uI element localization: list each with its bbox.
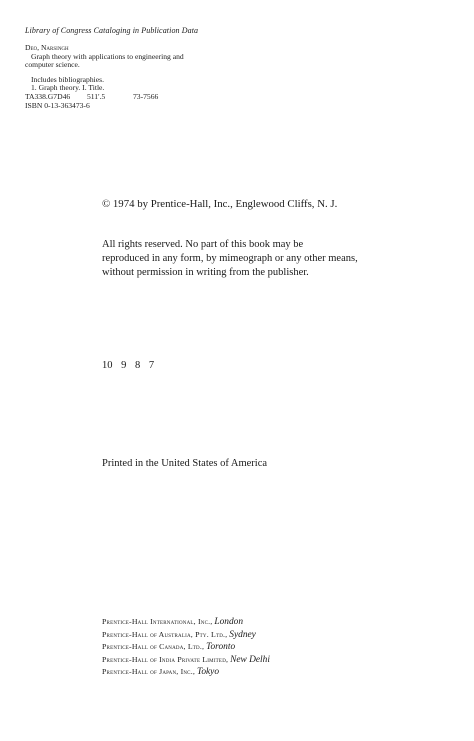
rights-statement <box>102 238 358 281</box>
publisher-line <box>102 641 270 654</box>
cip-dewey: 511'.5 <box>87 91 106 101</box>
cip-lccn: 73-7566 <box>133 91 159 101</box>
publisher-list <box>102 616 270 679</box>
publisher-city: New Delhi <box>230 654 270 665</box>
copyright-notice: © 1974 by Prentice-Hall, Inc., Englewood Cliffs, N. J. <box>102 198 338 210</box>
printing-line: 10 9 8 7 <box>102 360 155 371</box>
rights-line: without permission in writing from the publisher. <box>102 267 309 279</box>
publisher-org: Prentice-Hall of Japan, Inc., <box>102 667 196 677</box>
cip-bibliographies: Includes bibliographies. <box>31 74 104 84</box>
rights-line: All rights reserved. No part of this book may be <box>102 239 304 250</box>
cip-heading: Library of Congress Cataloging in Publication Data <box>25 26 199 35</box>
publisher-line <box>102 666 270 679</box>
publisher-line <box>102 654 270 667</box>
cip-author: Deo, Narsingh <box>25 43 69 52</box>
publisher-line <box>102 629 270 642</box>
publisher-org: Prentice-Hall of Australia, Pty. Ltd., <box>102 629 228 639</box>
publisher-city: Tokyo <box>196 667 220 678</box>
printed-in: Printed in the United States of America <box>102 458 268 469</box>
cip-isbn: ISBN 0-13-363473-6 <box>25 100 90 110</box>
publisher-org: Prentice-Hall International, Inc., <box>102 617 213 626</box>
cip-subjects: 1. Graph theory. I. Title. <box>31 83 105 93</box>
cip-title-line-1: Graph theory with applications to engineering and <box>31 51 184 61</box>
publisher-org: Prentice-Hall of India Private Limited, <box>102 654 229 664</box>
publisher-city: Toronto <box>206 642 236 653</box>
publisher-line <box>102 616 270 629</box>
cip-record <box>25 44 184 110</box>
publisher-org: Prentice-Hall of Canada, Ltd., <box>102 642 205 652</box>
rights-line: reproduced in any form, by mimeograph or any other means, <box>102 253 358 265</box>
cip-title-line-2: computer science. <box>25 60 80 70</box>
publisher-city: Sydney <box>229 629 256 640</box>
cip-call-number: TA338.G7D46 <box>25 91 71 101</box>
publisher-city: London <box>214 617 244 627</box>
